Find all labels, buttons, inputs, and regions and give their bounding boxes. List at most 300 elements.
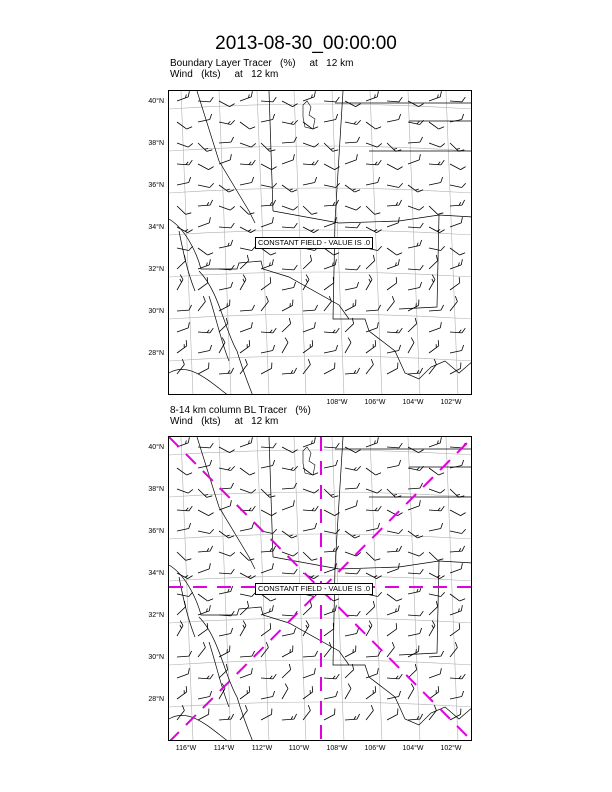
wind-barb (343, 300, 359, 311)
wind-barb (405, 318, 419, 332)
wind-barb (387, 673, 402, 679)
wind-barb (177, 484, 193, 494)
lake-outline (303, 447, 315, 475)
wind-barb (323, 345, 339, 353)
wind-barb (219, 222, 234, 228)
wind-barb (426, 340, 441, 353)
wind-barb (177, 548, 191, 562)
wind-barb (429, 138, 445, 148)
wind-barb (366, 118, 381, 131)
wind-barb (303, 505, 318, 511)
wind-barb (323, 460, 339, 468)
wind-barb (364, 437, 380, 447)
wind-barb (301, 91, 317, 101)
wind-barb (407, 240, 423, 248)
wind-barb (198, 200, 213, 206)
lat-gridline (169, 272, 472, 277)
wind-barb (177, 159, 192, 165)
wind-barb (429, 305, 444, 311)
wind-barb (195, 623, 210, 636)
wind-barb (387, 244, 402, 257)
wind-barb (177, 138, 193, 148)
wind-barb (236, 705, 249, 720)
wind-barb (198, 180, 214, 188)
wind-barb (387, 200, 402, 206)
lon-label: 102°W (440, 399, 462, 406)
wind-barb (196, 563, 212, 573)
wind-barb (282, 222, 297, 228)
wind-barb (219, 714, 234, 720)
lon-gridline (446, 437, 458, 741)
wind-barb (257, 296, 270, 311)
wind-barb (408, 201, 424, 211)
wind-barb (427, 91, 443, 101)
lat-gridline (169, 356, 472, 361)
wind-barb (345, 527, 360, 540)
wind-barb (408, 181, 423, 194)
wind-barb (386, 114, 402, 122)
lon-label: 104°W (402, 745, 424, 752)
wind-barb (385, 259, 401, 269)
wind-barb (303, 651, 318, 657)
wind-barb (194, 642, 207, 657)
wind-barb (429, 505, 444, 511)
wind-barb (324, 442, 339, 448)
wind-barb (323, 114, 339, 122)
wind-barb (404, 338, 416, 353)
wind-barb (408, 714, 423, 720)
wind-barb (173, 359, 186, 374)
wind-barb (303, 223, 319, 234)
wind-barb (343, 500, 359, 510)
wind-barb (428, 177, 444, 185)
lon-label: 104°W (402, 399, 424, 406)
wind-barb (282, 201, 298, 211)
wind-barb (282, 368, 297, 374)
wind-barb (240, 651, 255, 657)
wind-barb (177, 589, 193, 597)
wind-barb (261, 200, 276, 206)
lat-label: 36°N (148, 528, 164, 535)
wind-barb (258, 623, 273, 636)
wind-barb (429, 118, 444, 131)
wind-barb (425, 621, 437, 636)
wind-barb (384, 623, 399, 636)
wind-barb (198, 96, 213, 102)
wind-barb (429, 243, 445, 251)
wind-barb (322, 709, 338, 720)
wind-barb (387, 526, 403, 534)
wind-barb (278, 684, 290, 699)
lat-label: 32°N (148, 266, 164, 273)
lon-label: 106°W (364, 745, 386, 752)
wind-barb (324, 673, 339, 679)
wind-barb (303, 138, 319, 148)
wind-barb (282, 181, 297, 194)
wind-barb (281, 282, 297, 290)
wind-barb (362, 359, 375, 374)
lon-gridline (181, 437, 193, 741)
wind-barb (177, 118, 192, 131)
wind-barb (279, 318, 293, 332)
wind-barb (240, 589, 256, 597)
lon-label: 110°W (288, 745, 310, 752)
wind-barb (345, 714, 360, 720)
wind-barb (238, 91, 254, 101)
wind-barb (362, 705, 375, 720)
wind-barb (282, 97, 298, 108)
wind-barb (342, 664, 356, 678)
wind-barb (448, 259, 464, 269)
wind-barb (404, 684, 416, 699)
wind-barb (386, 460, 402, 468)
wind-barb (425, 275, 437, 290)
wind-barb (280, 500, 296, 510)
wind-barb (366, 223, 382, 234)
wind-barb (239, 523, 255, 531)
wind-barb (300, 340, 315, 353)
wind-barb (174, 686, 189, 699)
wind-barb (406, 154, 422, 164)
wind-barb (299, 359, 312, 374)
wind-barb (343, 154, 359, 164)
wind-barb (387, 442, 402, 448)
wind-barb (259, 563, 275, 573)
wind-barb (384, 277, 399, 290)
wind-barb (257, 642, 270, 657)
wind-barb (324, 160, 340, 171)
wind-barb (429, 464, 444, 477)
wind-barb (408, 264, 423, 270)
wind-barb (427, 668, 443, 678)
wind-barb (385, 363, 401, 374)
wind-barb (302, 523, 318, 531)
wind-barb (240, 243, 256, 251)
wind-barb (362, 621, 374, 636)
wind-barb (408, 547, 424, 557)
lon-label: 106°W (364, 399, 386, 406)
wind-barb (345, 264, 360, 270)
wind-barb (427, 322, 443, 332)
wind-barb (429, 569, 445, 580)
wind-barb (450, 506, 466, 517)
wind-barb (387, 96, 402, 102)
wind-barb (406, 300, 422, 311)
wind-barb (429, 484, 445, 494)
lon-label: 108°W (326, 745, 348, 752)
lon-label: 102°W (440, 745, 462, 752)
wind-barb (450, 200, 465, 206)
wind-barb (282, 527, 297, 540)
wind-barb (173, 705, 186, 720)
wind-barb (448, 217, 464, 227)
wind-barb (387, 327, 402, 333)
lat-label: 36°N (148, 182, 164, 189)
wind-barb (303, 202, 317, 216)
wind-barb (345, 137, 360, 143)
wind-barb (324, 96, 339, 102)
wind-barb (429, 159, 444, 165)
wind-barb (240, 548, 254, 562)
wind-barb (324, 485, 338, 499)
lat-label: 28°N (148, 350, 164, 357)
wind-barb (196, 709, 212, 720)
wind-barb (387, 180, 403, 188)
wind-barb (387, 160, 403, 171)
wind-barb (323, 691, 339, 699)
wind-barb (219, 568, 234, 574)
wind-barb (282, 443, 298, 454)
wind-barb (300, 686, 315, 699)
wind-barb (218, 282, 234, 290)
wind-barb (261, 673, 276, 679)
wind-barb (219, 368, 234, 374)
wind-barb (345, 117, 361, 125)
wind-barb (345, 368, 360, 374)
plot-title: 2013-08-30_00:00:00 (215, 33, 397, 54)
wind-barb (261, 180, 277, 188)
wind-barb (366, 505, 381, 511)
wind-barb (219, 201, 235, 211)
wind-barb (385, 709, 401, 720)
wind-barb (429, 202, 443, 216)
constant-field-label-1: CONSTANT FIELD - VALUE IS .0 (255, 237, 373, 249)
wind-barb (198, 526, 214, 534)
wind-barb (322, 563, 338, 573)
wind-barb (450, 327, 465, 333)
lat-gridline (169, 230, 472, 235)
wind-barb (177, 243, 193, 251)
wind-barb (385, 217, 401, 227)
panel2-field-label: 8-14 km column BL Tracer (%) (170, 405, 311, 416)
wind-barb (408, 527, 423, 540)
wind-barb (260, 114, 276, 122)
wind-barb (174, 340, 189, 353)
wind-barb (450, 160, 466, 171)
wind-barb (322, 605, 338, 615)
wind-barb (259, 217, 275, 227)
wind-barb (282, 547, 298, 557)
wind-barb (196, 363, 212, 374)
wind-barb (408, 222, 423, 228)
wind-barb (366, 464, 381, 477)
wind-barb (236, 621, 248, 636)
wind-barb (261, 327, 276, 333)
wind-barb (300, 255, 314, 269)
wind-barb (278, 338, 290, 353)
wind-barb (448, 363, 464, 374)
lake-outline (303, 101, 315, 129)
wind-barb (408, 568, 423, 574)
wind-barb (237, 686, 252, 699)
wind-barb (303, 548, 317, 562)
wind-barb (344, 282, 360, 290)
wind-barb (238, 437, 254, 447)
wind-barb (198, 139, 212, 153)
lat-label: 30°N (148, 308, 164, 315)
wind-barb (303, 484, 319, 494)
wind-barb (429, 651, 444, 657)
wind-barb (240, 569, 256, 580)
wind-barb (302, 177, 318, 185)
border-line (197, 91, 255, 223)
wind-barb (261, 96, 276, 102)
wind-barb (198, 244, 213, 257)
wind-barb (322, 363, 338, 374)
wind-barb (448, 563, 464, 573)
wind-barb (261, 546, 276, 552)
wind-barb (194, 296, 207, 311)
wind-barb (345, 97, 361, 108)
wind-barb (177, 505, 192, 511)
wind-barb (196, 217, 212, 227)
wind-barb (324, 139, 338, 153)
wind-barb (407, 628, 423, 636)
wind-barb (324, 506, 340, 517)
lon-label: 116°W (175, 745, 197, 752)
wind-barb (446, 642, 459, 657)
lat-label: 34°N (148, 224, 164, 231)
wind-barb (198, 546, 213, 552)
wind-barb (176, 523, 192, 531)
wind-barb (281, 628, 297, 636)
wind-barb (259, 709, 275, 720)
wind-barb (261, 526, 277, 534)
wind-barb (236, 359, 249, 374)
wind-barb (237, 340, 252, 353)
lat-gridline (169, 576, 472, 581)
wind-barb (195, 277, 210, 290)
lat-label: 30°N (148, 654, 164, 661)
wind-barb (258, 277, 273, 290)
wind-barb (198, 506, 214, 517)
wind-barb (446, 296, 459, 311)
wind-barb (450, 180, 466, 188)
wind-barb (240, 464, 255, 477)
wind-barb (345, 201, 361, 211)
wind-barb (450, 546, 465, 552)
wind-barb (282, 137, 297, 143)
wind-barb (280, 154, 296, 164)
wind-barb (218, 240, 234, 248)
wind-barb (365, 523, 381, 531)
lat-gridline (169, 188, 472, 193)
wind-barb (177, 202, 191, 216)
wind-barb (387, 546, 402, 552)
lon-label: 114°W (213, 745, 235, 752)
wind-barb (345, 181, 360, 194)
wind-barb (261, 506, 277, 517)
wind-barb (299, 705, 312, 720)
wind-barb (197, 691, 213, 699)
wind-barb (238, 322, 254, 332)
wind-barb (428, 523, 444, 531)
wind-barb (450, 96, 465, 102)
wind-barb (345, 443, 361, 454)
wind-barb (322, 217, 338, 227)
wind-barb (342, 318, 356, 332)
wind-barb (447, 623, 462, 636)
lat-gridline (169, 104, 472, 109)
wind-barb (429, 223, 445, 234)
wind-barb (449, 691, 465, 699)
wind-barb (240, 202, 254, 216)
wind-barb (383, 642, 396, 657)
wind-barb (343, 646, 359, 657)
lon-label: 112°W (251, 745, 273, 752)
wind-barb (345, 463, 361, 471)
wind-barb (362, 275, 374, 290)
wind-barb (177, 464, 192, 477)
wind-barb (383, 296, 396, 311)
lat-label: 28°N (148, 696, 164, 703)
wind-barb (429, 589, 445, 597)
wind-barb (198, 590, 213, 603)
lat-label: 34°N (148, 570, 164, 577)
wind-barb (261, 160, 277, 171)
wind-barb (218, 628, 234, 636)
wind-barb (363, 686, 378, 699)
wind-barb (450, 526, 466, 534)
wind-barb (219, 463, 235, 471)
map-panel-1 (168, 90, 472, 395)
wind-barb (219, 547, 235, 557)
wind-barb (282, 264, 297, 270)
wind-barb (198, 442, 213, 448)
wind-barb (175, 668, 191, 678)
wind-barb (344, 628, 360, 636)
panel1-field-label: Boundary Layer Tracer (%) at 12 km (170, 58, 354, 69)
wind-barb (365, 177, 381, 185)
wind-barb (364, 91, 380, 101)
wind-barb (197, 345, 213, 353)
wind-barb (447, 277, 462, 290)
wind-barb (303, 464, 318, 477)
wind-barb (259, 363, 275, 374)
wind-barb (406, 646, 422, 657)
wind-barb (175, 91, 191, 101)
lat-label: 40°N (148, 98, 164, 105)
lat-label: 40°N (148, 444, 164, 451)
wind-barb (261, 442, 276, 448)
wind-barb (282, 714, 297, 720)
wind-barb (282, 483, 297, 489)
wind-barb (198, 673, 213, 679)
wind-barb (408, 610, 423, 616)
map-panel-2 (168, 436, 472, 741)
wind-barb (282, 568, 297, 574)
wind-barb (219, 117, 235, 125)
wind-barb (366, 202, 380, 216)
wind-barb (236, 275, 248, 290)
wind-barb (322, 259, 338, 269)
border-line (197, 437, 255, 569)
wind-barb (363, 340, 378, 353)
panel1-wind-label: Wind (kts) at 12 km (170, 69, 279, 80)
constant-field-label-2: CONSTANT FIELD - VALUE IS .0 (255, 583, 373, 595)
wind-barb (366, 159, 381, 165)
lon-gridline (181, 91, 193, 395)
wind-barb (239, 177, 255, 185)
wind-barb (240, 305, 255, 311)
wind-barb (175, 322, 191, 332)
wind-barb (260, 460, 276, 468)
wind-barb (176, 177, 192, 185)
wind-barb (408, 368, 423, 374)
wind-barb (260, 345, 276, 353)
wind-barb (449, 345, 465, 353)
wind-barb (303, 159, 318, 165)
